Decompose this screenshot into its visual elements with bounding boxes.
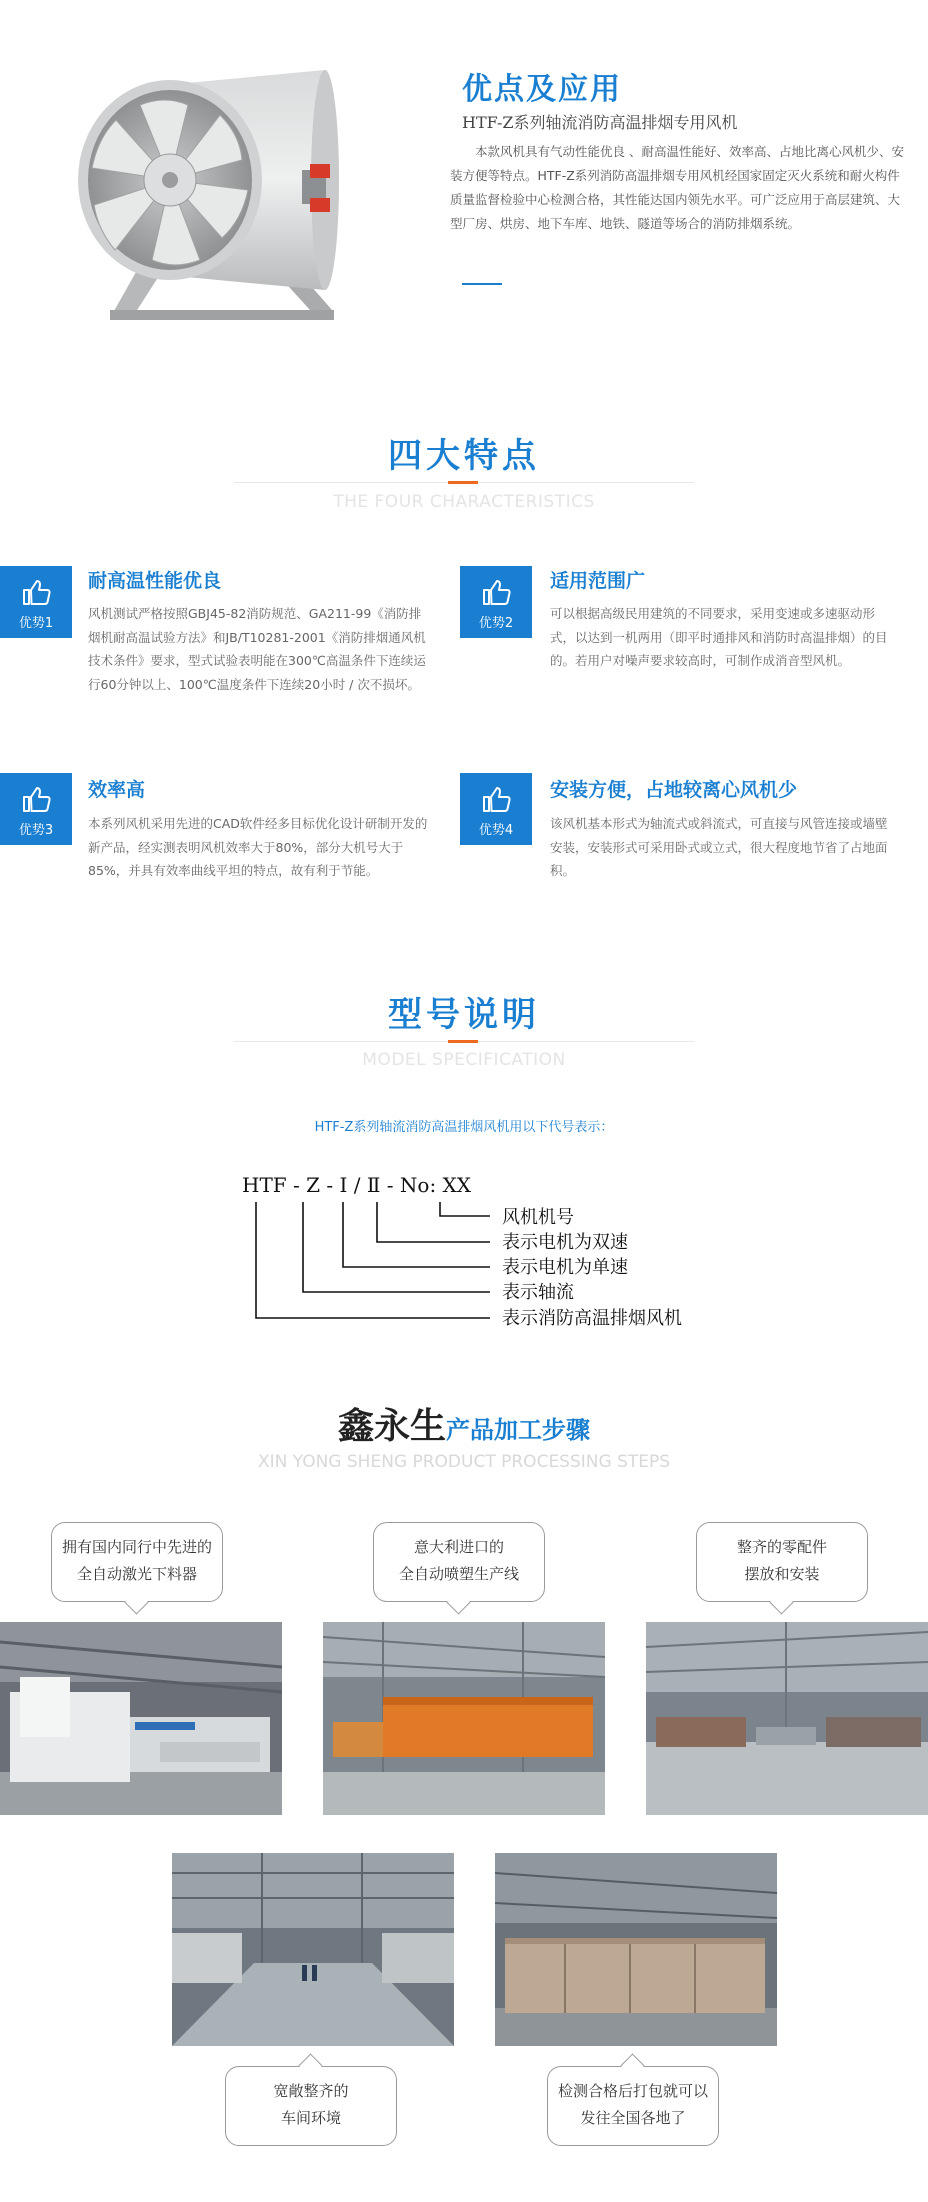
feature-badge-1 bbox=[0, 566, 72, 638]
feature-text-2: 可以根据高级民用建筑的不同要求，采用变速或多速驱动形式，以达到一机两用（即平时通排风和消防时高温排烟）的目的。若用户对噪声要求较高时，可制作成消音型风机。 bbox=[550, 606, 888, 668]
bubble-line: 全自动激光下料器 bbox=[76, 1565, 197, 1583]
photo-workshop bbox=[172, 1853, 454, 2046]
feature-title-4: 安装方便，占地较离心风机少 bbox=[550, 779, 798, 801]
model-legend-item: 表示电机为单速 bbox=[502, 1257, 628, 1278]
feature-badge-label: 优势3 bbox=[18, 823, 54, 838]
features-accent-bar bbox=[448, 481, 478, 484]
model-legend-item: 表示电机为双速 bbox=[502, 1232, 628, 1253]
photo-spray-line bbox=[323, 1622, 605, 1815]
feature-title-1: 耐高温性能优良 bbox=[88, 570, 222, 592]
intro-subtitle: HTF-Z系列轴流消防高温排烟专用风机 bbox=[462, 113, 738, 132]
features-title: 四大特点 bbox=[388, 436, 540, 476]
bubble-line: 整齐的零配件 bbox=[736, 1538, 827, 1556]
model-title-en: MODEL SPECIFICATION bbox=[362, 1050, 566, 1070]
process-title-rest: 产品加工步骤 bbox=[446, 1416, 590, 1444]
model-legend-item: 表示轴流 bbox=[502, 1282, 574, 1303]
feature-badge-4 bbox=[460, 773, 532, 845]
model-intro-text: HTF-Z系列轴流消防高温排烟风机用以下代号表示： bbox=[314, 1120, 614, 1135]
feature-text-4: 该风机基本形式为轴流式或斜流式，可直接与风管连接或墙壁安装，安装形式可采用卧式或立式，很大程度地节省了占地面积。 bbox=[550, 816, 888, 878]
thumbs-up-icon bbox=[0, 578, 72, 610]
bubble-line: 发往全国各地了 bbox=[580, 2109, 686, 2127]
bubble-line: 意大利进口的 bbox=[413, 1538, 504, 1556]
photo-parts-assembly bbox=[646, 1622, 928, 1815]
photo-laser-cutter bbox=[0, 1622, 282, 1815]
thumbs-up-icon bbox=[460, 578, 532, 610]
bubble-line: 宽敞整齐的 bbox=[273, 2082, 349, 2100]
fan-product-image bbox=[70, 60, 370, 330]
process-step-bubble-3 bbox=[696, 1522, 868, 1602]
bubble-line: 全自动喷塑生产线 bbox=[398, 1565, 519, 1583]
model-legend-item: 风机机号 bbox=[502, 1207, 574, 1228]
intro-underline bbox=[462, 283, 502, 285]
model-code: HTF - Z - Ⅰ / Ⅱ - No: XX bbox=[242, 1173, 472, 1197]
intro-description: 本款风机具有气动性能优良 、耐高温性能好、效率高、占地比离心风机少、安装方便等特点。HTF-Z系列消防高温排烟专用风机经国家固定灭火系统和耐火构件质量监督检验中心检测合格，其性能达国内领先水平。可广泛应用于高层建筑、大型厂房、烘房、地下车库、地铁、隧道等场合的消防排烟系统。 bbox=[450, 144, 904, 231]
feature-text-3: 本系列风机采用先进的CAD软件经多目标优化设计研制开发的新产品，经实测表明风机效率大于80%，部分大机号大于85%，并具有效率曲线平坦的特点，故有利于节能。 bbox=[88, 816, 428, 878]
photo-packaging bbox=[495, 1853, 777, 2046]
intro-title: 优点及应用 bbox=[462, 72, 622, 107]
bubble-line: 检测合格后打包就可以 bbox=[557, 2082, 708, 2100]
model-accent-bar bbox=[448, 1040, 478, 1043]
process-step-bubble-5 bbox=[547, 2066, 719, 2146]
features-title-en: THE FOUR CHARACTERISTICS bbox=[333, 492, 595, 512]
thumbs-up-icon bbox=[0, 785, 72, 817]
feature-badge-label: 优势1 bbox=[18, 616, 54, 631]
feature-text-1: 风机测试严格按照GBJ45-82消防规范、GA211-99《消防排烟机耐高温试验方法》和JB/T10281-2001《消防排烟通风机技术条件》要求，型式试验表明能在300℃高温条件下连续运行60分钟以上、100℃温度条件下连续20小时 / 次不损坏。 bbox=[88, 606, 426, 692]
process-step-bubble-4 bbox=[225, 2066, 397, 2146]
feature-badge-label: 优势2 bbox=[478, 616, 514, 631]
process-title bbox=[0, 1398, 928, 1449]
process-step-bubble-2 bbox=[373, 1522, 545, 1602]
process-title-en: XIN YONG SHENG PRODUCT PROCESSING STEPS bbox=[257, 1452, 671, 1472]
feature-title-3: 效率高 bbox=[88, 779, 146, 801]
bubble-line: 拥有国内同行中先进的 bbox=[61, 1538, 212, 1556]
feature-badge-2 bbox=[460, 566, 532, 638]
model-code-diagram bbox=[240, 1168, 710, 1344]
process-title-brand: 鑫永生 bbox=[337, 1405, 446, 1447]
feature-badge-label: 优势4 bbox=[478, 823, 514, 838]
bubble-line: 摆放和安装 bbox=[744, 1565, 820, 1583]
process-step-bubble-1 bbox=[51, 1522, 223, 1602]
feature-title-2: 适用范围广 bbox=[550, 570, 646, 592]
thumbs-up-icon bbox=[460, 785, 532, 817]
model-legend-item: 表示消防高温排烟风机 bbox=[502, 1308, 682, 1329]
feature-badge-3 bbox=[0, 773, 72, 845]
model-title: 型号说明 bbox=[388, 995, 540, 1035]
bubble-line: 车间环境 bbox=[280, 2109, 341, 2127]
